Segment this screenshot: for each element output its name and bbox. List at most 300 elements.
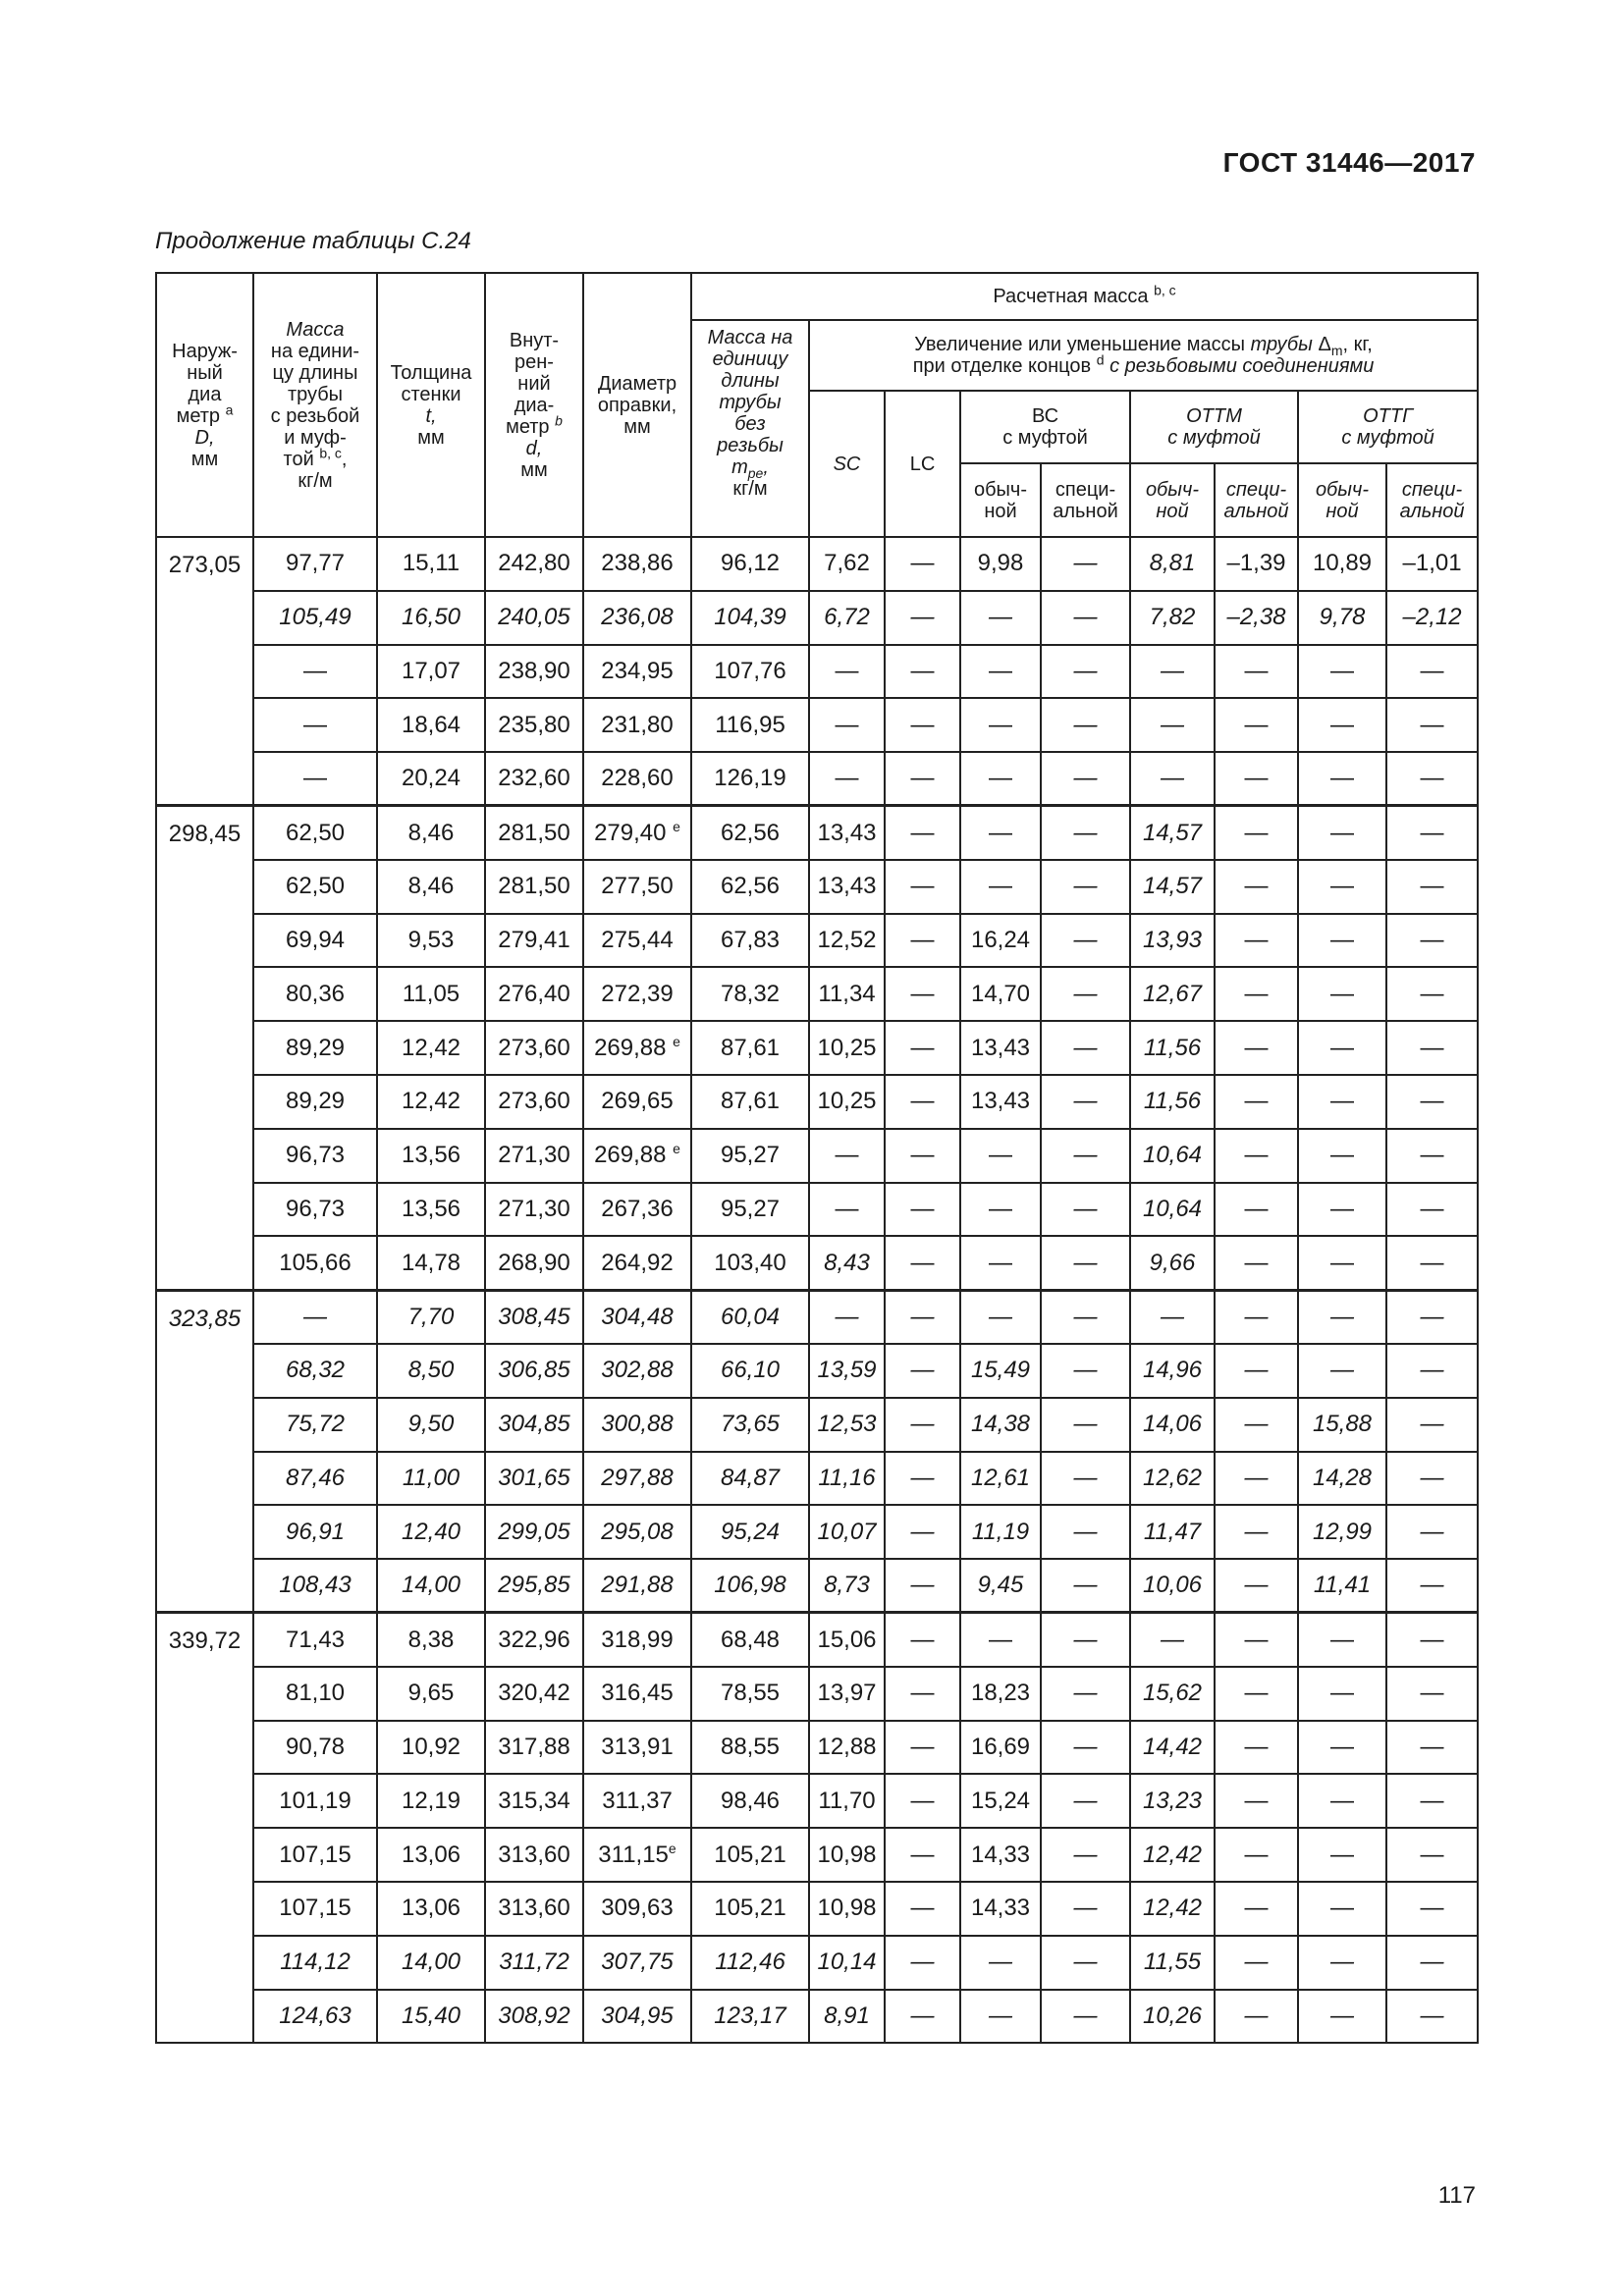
- table-cell: —: [1386, 752, 1478, 806]
- table-cell: 97,77: [253, 537, 377, 591]
- table-row: [156, 591, 1478, 645]
- table-cell: —: [1298, 967, 1386, 1021]
- table-cell: 12,42: [1130, 1828, 1215, 1882]
- table-cell: 311,72: [485, 1936, 583, 1990]
- table-cell: 14,70: [960, 967, 1041, 1021]
- table-cell: 13,43: [960, 1021, 1041, 1075]
- header-bc: ВС с муфтой: [960, 391, 1130, 463]
- table-cell: —: [1215, 1290, 1298, 1344]
- page-number: 117: [1437, 2182, 1476, 2209]
- table-cell: 8,46: [377, 806, 485, 860]
- table-row: [156, 967, 1478, 1021]
- table-cell: 66,10: [691, 1344, 809, 1398]
- table-cell: —: [1298, 1290, 1386, 1344]
- table-cell: —: [1298, 1990, 1386, 2044]
- table-cell: —: [1041, 1774, 1130, 1828]
- table-cell: 11,70: [809, 1774, 885, 1828]
- table-cell: 238,86: [583, 537, 691, 591]
- table-row: [156, 1021, 1478, 1075]
- table-row: [156, 1882, 1478, 1936]
- table-cell: —: [809, 698, 885, 752]
- table-cell: 78,55: [691, 1667, 809, 1721]
- table-cell: 277,50: [583, 860, 691, 914]
- table-cell: –2,38: [1215, 591, 1298, 645]
- table-cell: —: [1386, 860, 1478, 914]
- table-cell: —: [885, 1828, 960, 1882]
- table-cell: 10,98: [809, 1828, 885, 1882]
- table-cell: —: [1386, 1183, 1478, 1237]
- table-cell: —: [885, 967, 960, 1021]
- table-cell: 268,90: [485, 1236, 583, 1290]
- table-cell: —: [1215, 1936, 1298, 1990]
- table-cell: 12,52: [809, 914, 885, 968]
- table-cell: 84,87: [691, 1452, 809, 1506]
- header-ottm-special: специ- альной: [1215, 463, 1298, 537]
- table-cell: —: [960, 860, 1041, 914]
- table-cell: 11,00: [377, 1452, 485, 1506]
- table-cell: 89,29: [253, 1075, 377, 1129]
- table-cell: —: [1041, 1075, 1130, 1129]
- table-cell: 89,29: [253, 1021, 377, 1075]
- table-cell: 123,17: [691, 1990, 809, 2044]
- table-cell: —: [1215, 1882, 1298, 1936]
- header-outer-diameter: Наруж- ный диа метр $^a$ D, мм: [156, 273, 253, 537]
- table-cell: 8,43: [809, 1236, 885, 1290]
- table-cell: —: [885, 1075, 960, 1129]
- header-wall-thickness: Толщина стенки t, мм: [377, 273, 485, 537]
- table-cell: 316,45: [583, 1667, 691, 1721]
- table-cell: 14,06: [1130, 1398, 1215, 1452]
- table-cell: 98,46: [691, 1774, 809, 1828]
- table-cell: —: [960, 698, 1041, 752]
- table-cell: —: [1298, 1129, 1386, 1183]
- table-body: [156, 537, 1478, 2043]
- table-cell: 307,75: [583, 1936, 691, 1990]
- header-mass-threaded: Масса на едини- цу длины трубы с резьбой и муф- той $^{b, c}$, кг/м: [253, 273, 377, 537]
- table-cell: 68,48: [691, 1613, 809, 1667]
- table-cell: 95,27: [691, 1183, 809, 1237]
- table-cell: 9,66: [1130, 1236, 1215, 1290]
- cell-value: 269,88 $^e$: [594, 1141, 680, 1169]
- table-cell: 96,73: [253, 1129, 377, 1183]
- table-cell: 95,24: [691, 1505, 809, 1559]
- table-cell: —: [1041, 698, 1130, 752]
- table-cell: 313,60: [485, 1828, 583, 1882]
- table-cell: —: [1298, 1613, 1386, 1667]
- table-cell: 9,50: [377, 1398, 485, 1452]
- table-cell: 297,88: [583, 1452, 691, 1506]
- table-cell: 240,05: [485, 591, 583, 645]
- table-cell: —: [1386, 1559, 1478, 1613]
- table-cell: 304,95: [583, 1990, 691, 2044]
- table-cell: 95,27: [691, 1129, 809, 1183]
- table-cell: 62,56: [691, 860, 809, 914]
- table-cell: 90,78: [253, 1721, 377, 1775]
- table-cell: 10,92: [377, 1721, 485, 1775]
- table-cell: —: [809, 645, 885, 699]
- table-cell: —: [1130, 1290, 1215, 1344]
- table-cell: 80,36: [253, 967, 377, 1021]
- table-cell: —: [1215, 1667, 1298, 1721]
- table-cell: 16,69: [960, 1721, 1041, 1775]
- table-cell: 267,36: [583, 1183, 691, 1237]
- table-cell: —: [1215, 1075, 1298, 1129]
- table-cell: —: [885, 1183, 960, 1237]
- table-cell: 13,23: [1130, 1774, 1215, 1828]
- header-calculated-mass: Расчетная масса $^{b, c}$: [691, 273, 1478, 320]
- table-row: [156, 645, 1478, 699]
- table-cell: 299,05: [485, 1505, 583, 1559]
- table-cell: 62,50: [253, 806, 377, 860]
- table-cell: —: [1386, 1344, 1478, 1398]
- table-cell: [583, 1021, 691, 1075]
- table-cell: 15,24: [960, 1774, 1041, 1828]
- table-cell: —: [1215, 1183, 1298, 1237]
- outer-diameter-cell: 323,85: [156, 1290, 253, 1613]
- table-cell: 281,50: [485, 860, 583, 914]
- table-cell: 8,38: [377, 1613, 485, 1667]
- table-cell: 11,56: [1130, 1075, 1215, 1129]
- table-cell: 281,50: [485, 806, 583, 860]
- table-cell: 96,12: [691, 537, 809, 591]
- table-cell: 313,91: [583, 1721, 691, 1775]
- table-cell: 15,11: [377, 537, 485, 591]
- table-cell: 11,55: [1130, 1936, 1215, 1990]
- table-cell: 295,08: [583, 1505, 691, 1559]
- table-caption: Продолжение таблицы С.24: [155, 228, 471, 254]
- header-sc: SC: [809, 391, 885, 537]
- table-cell: 300,88: [583, 1398, 691, 1452]
- table-row: [156, 752, 1478, 806]
- outer-diameter-cell: 339,72: [156, 1613, 253, 2043]
- table-cell: —: [809, 1129, 885, 1183]
- table-cell: —: [1041, 1129, 1130, 1183]
- table-cell: 105,66: [253, 1236, 377, 1290]
- table-cell: —: [885, 1990, 960, 2044]
- table-cell: —: [1215, 1990, 1298, 2044]
- header-bc-special: специ- альной: [1041, 463, 1130, 537]
- table-cell: 13,56: [377, 1129, 485, 1183]
- table-cell: —: [1041, 860, 1130, 914]
- table-cell: —: [1386, 1129, 1478, 1183]
- table-cell: —: [1386, 1075, 1478, 1129]
- header-ottg-special: специ- альной: [1386, 463, 1478, 537]
- table-cell: —: [885, 1236, 960, 1290]
- table-cell: —: [1386, 1882, 1478, 1936]
- table-row: [156, 1505, 1478, 1559]
- table-cell: —: [1130, 645, 1215, 699]
- table-cell: 101,19: [253, 1774, 377, 1828]
- table-cell: 62,50: [253, 860, 377, 914]
- table-cell: —: [1215, 1559, 1298, 1613]
- table-cell: —: [960, 1236, 1041, 1290]
- table-cell: —: [1298, 914, 1386, 968]
- table-cell: 107,15: [253, 1882, 377, 1936]
- table-cell: 235,80: [485, 698, 583, 752]
- table-cell: —: [885, 752, 960, 806]
- table-cell: —: [1386, 1613, 1478, 1667]
- table-cell: 15,62: [1130, 1667, 1215, 1721]
- table-cell: 14,96: [1130, 1344, 1215, 1398]
- table-cell: 309,63: [583, 1882, 691, 1936]
- table-cell: 275,44: [583, 914, 691, 968]
- table-cell: [583, 1828, 691, 1882]
- table-cell: —: [253, 645, 377, 699]
- table-cell: 242,80: [485, 537, 583, 591]
- table-row: [156, 1344, 1478, 1398]
- table-cell: 67,83: [691, 914, 809, 968]
- table-cell: 10,64: [1130, 1183, 1215, 1237]
- table-row: [156, 1183, 1478, 1237]
- cell-value: 311,15e: [598, 1840, 676, 1868]
- table-row: [156, 1721, 1478, 1775]
- table-cell: 20,24: [377, 752, 485, 806]
- table-cell: —: [1215, 698, 1298, 752]
- table-cell: —: [1130, 1613, 1215, 1667]
- table-cell: —: [253, 698, 377, 752]
- header-inner-diameter: Внут- рен- ний диа- метр $^b$ d, мм: [485, 273, 583, 537]
- table-cell: 271,30: [485, 1129, 583, 1183]
- table-cell: 236,08: [583, 591, 691, 645]
- table-cell: 7,62: [809, 537, 885, 591]
- table-cell: 13,97: [809, 1667, 885, 1721]
- table-cell: —: [253, 1290, 377, 1344]
- table-cell: —: [1298, 752, 1386, 806]
- table-cell: 114,12: [253, 1936, 377, 1990]
- table-cell: 87,61: [691, 1075, 809, 1129]
- table-cell: 14,57: [1130, 860, 1215, 914]
- table-cell: —: [960, 1183, 1041, 1237]
- header-lc: LC: [885, 391, 960, 537]
- table-cell: —: [1041, 1344, 1130, 1398]
- table-cell: 13,06: [377, 1882, 485, 1936]
- table-cell: 11,34: [809, 967, 885, 1021]
- table-cell: 17,07: [377, 645, 485, 699]
- table-cell: 313,60: [485, 1882, 583, 1936]
- table-cell: —: [1386, 1021, 1478, 1075]
- table-cell: 105,21: [691, 1882, 809, 1936]
- table-cell: —: [1215, 1021, 1298, 1075]
- table-cell: 12,42: [1130, 1882, 1215, 1936]
- table-cell: —: [1386, 1452, 1478, 1506]
- table-cell: 8,91: [809, 1990, 885, 2044]
- table-cell: 87,61: [691, 1021, 809, 1075]
- table-row: [156, 1398, 1478, 1452]
- table-cell: 10,14: [809, 1936, 885, 1990]
- table-cell: [583, 806, 691, 860]
- table-cell: —: [1041, 645, 1130, 699]
- table-cell: 279,41: [485, 914, 583, 968]
- table-cell: —: [1215, 1721, 1298, 1775]
- table-cell: 271,30: [485, 1183, 583, 1237]
- table-cell: —: [1041, 1505, 1130, 1559]
- table-cell: 112,46: [691, 1936, 809, 1990]
- table-cell: —: [1298, 698, 1386, 752]
- table-cell: —: [1215, 1129, 1298, 1183]
- table-row: [156, 1075, 1478, 1129]
- table-cell: —: [1041, 1021, 1130, 1075]
- table-cell: —: [960, 1613, 1041, 1667]
- table-cell: —: [885, 1398, 960, 1452]
- table-cell: 11,41: [1298, 1559, 1386, 1613]
- table-cell: —: [1041, 914, 1130, 968]
- table-cell: —: [1041, 1721, 1130, 1775]
- table-row: [156, 1129, 1478, 1183]
- table-cell: 124,63: [253, 1990, 377, 2044]
- table-cell: 7,70: [377, 1290, 485, 1344]
- table-cell: —: [885, 860, 960, 914]
- table-cell: 272,39: [583, 967, 691, 1021]
- table-row: [156, 1559, 1478, 1613]
- table-cell: 87,46: [253, 1452, 377, 1506]
- table-cell: 15,06: [809, 1613, 885, 1667]
- table-cell: 10,64: [1130, 1129, 1215, 1183]
- cell-value: 279,40 $^e$: [594, 818, 680, 846]
- table-cell: 105,21: [691, 1828, 809, 1882]
- table-cell: —: [885, 591, 960, 645]
- table-cell: —: [1298, 1075, 1386, 1129]
- table-cell: 228,60: [583, 752, 691, 806]
- table-cell: —: [1215, 1452, 1298, 1506]
- header-ottg: ОТТГ с муфтой: [1298, 391, 1478, 463]
- table-cell: —: [1041, 1667, 1130, 1721]
- table-cell: —: [885, 537, 960, 591]
- table-cell: —: [809, 1290, 885, 1344]
- table-cell: —: [1041, 1290, 1130, 1344]
- table-cell: —: [1386, 1236, 1478, 1290]
- table-cell: —: [885, 698, 960, 752]
- table-cell: 308,92: [485, 1990, 583, 2044]
- table-cell: —: [1298, 645, 1386, 699]
- table-cell: 14,78: [377, 1236, 485, 1290]
- table-cell: —: [1215, 1344, 1298, 1398]
- table-cell: 107,15: [253, 1828, 377, 1882]
- table-cell: —: [960, 806, 1041, 860]
- table-cell: 12,19: [377, 1774, 485, 1828]
- table-cell: 12,53: [809, 1398, 885, 1452]
- table-cell: —: [1041, 1936, 1130, 1990]
- table-cell: [583, 1129, 691, 1183]
- table-cell: 304,85: [485, 1398, 583, 1452]
- header-bc-normal: обыч- ной: [960, 463, 1041, 537]
- table-cell: 16,50: [377, 591, 485, 645]
- table-cell: 304,48: [583, 1290, 691, 1344]
- table-row: [156, 1667, 1478, 1721]
- table-cell: 273,60: [485, 1075, 583, 1129]
- table-cell: 308,45: [485, 1290, 583, 1344]
- table-row: [156, 914, 1478, 968]
- table-row: [156, 1613, 1478, 1667]
- table-cell: —: [960, 1129, 1041, 1183]
- pipe-mass-table: [155, 272, 1479, 2044]
- table-header: [156, 273, 1478, 537]
- table-cell: —: [1041, 591, 1130, 645]
- table-cell: —: [1386, 967, 1478, 1021]
- table-cell: 11,16: [809, 1452, 885, 1506]
- table-cell: 12,99: [1298, 1505, 1386, 1559]
- table-cell: —: [1298, 860, 1386, 914]
- table-cell: 13,43: [960, 1075, 1041, 1129]
- table-cell: —: [1215, 1505, 1298, 1559]
- table-cell: 15,40: [377, 1990, 485, 2044]
- header-ottm-normal: обыч- ной: [1130, 463, 1215, 537]
- table-row: [156, 1452, 1478, 1506]
- table-cell: —: [885, 1882, 960, 1936]
- table-cell: 12,61: [960, 1452, 1041, 1506]
- table-cell: —: [1041, 1236, 1130, 1290]
- table-cell: 88,55: [691, 1721, 809, 1775]
- table-cell: 231,80: [583, 698, 691, 752]
- table-cell: 15,49: [960, 1344, 1041, 1398]
- table-cell: 12,42: [377, 1021, 485, 1075]
- header-ottg-normal: обыч- ной: [1298, 463, 1386, 537]
- table-row: [156, 806, 1478, 860]
- table-cell: —: [885, 1774, 960, 1828]
- table-row: [156, 1990, 1478, 2044]
- table-cell: 68,32: [253, 1344, 377, 1398]
- table-cell: 10,25: [809, 1075, 885, 1129]
- table-cell: 317,88: [485, 1721, 583, 1775]
- table-cell: —: [1041, 1398, 1130, 1452]
- table-cell: 105,49: [253, 591, 377, 645]
- table-cell: —: [1041, 1183, 1130, 1237]
- table-cell: —: [1386, 1774, 1478, 1828]
- table-cell: 16,24: [960, 914, 1041, 968]
- table-cell: —: [1386, 698, 1478, 752]
- table-cell: —: [1298, 1774, 1386, 1828]
- table-cell: 291,88: [583, 1559, 691, 1613]
- table-cell: 301,65: [485, 1452, 583, 1506]
- table-cell: 96,91: [253, 1505, 377, 1559]
- table-cell: 108,43: [253, 1559, 377, 1613]
- table-cell: 75,72: [253, 1398, 377, 1452]
- table-row: [156, 1236, 1478, 1290]
- table-cell: —: [885, 1559, 960, 1613]
- table-cell: 315,34: [485, 1774, 583, 1828]
- table-cell: —: [1041, 1613, 1130, 1667]
- table-cell: 106,98: [691, 1559, 809, 1613]
- table-cell: 8,73: [809, 1559, 885, 1613]
- table-cell: —: [1386, 645, 1478, 699]
- table-cell: 8,46: [377, 860, 485, 914]
- table-cell: —: [885, 1021, 960, 1075]
- table-row: [156, 1936, 1478, 1990]
- table-cell: 9,45: [960, 1559, 1041, 1613]
- table-cell: 11,56: [1130, 1021, 1215, 1075]
- table-cell: —: [1298, 1236, 1386, 1290]
- table-cell: —: [1298, 1882, 1386, 1936]
- table-cell: 13,59: [809, 1344, 885, 1398]
- table-cell: 238,90: [485, 645, 583, 699]
- table-cell: 14,00: [377, 1559, 485, 1613]
- table-cell: 11,19: [960, 1505, 1041, 1559]
- table-cell: 14,57: [1130, 806, 1215, 860]
- outer-diameter-cell: 298,45: [156, 806, 253, 1290]
- table-cell: —: [1130, 752, 1215, 806]
- table-cell: —: [1215, 806, 1298, 860]
- table-cell: —: [1041, 1882, 1130, 1936]
- table-cell: 15,88: [1298, 1398, 1386, 1452]
- table-cell: 13,93: [1130, 914, 1215, 968]
- table-cell: 6,72: [809, 591, 885, 645]
- table-cell: —: [1215, 914, 1298, 968]
- table-cell: —: [1215, 1236, 1298, 1290]
- table-row: [156, 1774, 1478, 1828]
- table-cell: —: [1215, 1774, 1298, 1828]
- table-cell: 7,82: [1130, 591, 1215, 645]
- table-cell: 12,88: [809, 1721, 885, 1775]
- header-ottm: ОТТМ с муфтой: [1130, 391, 1298, 463]
